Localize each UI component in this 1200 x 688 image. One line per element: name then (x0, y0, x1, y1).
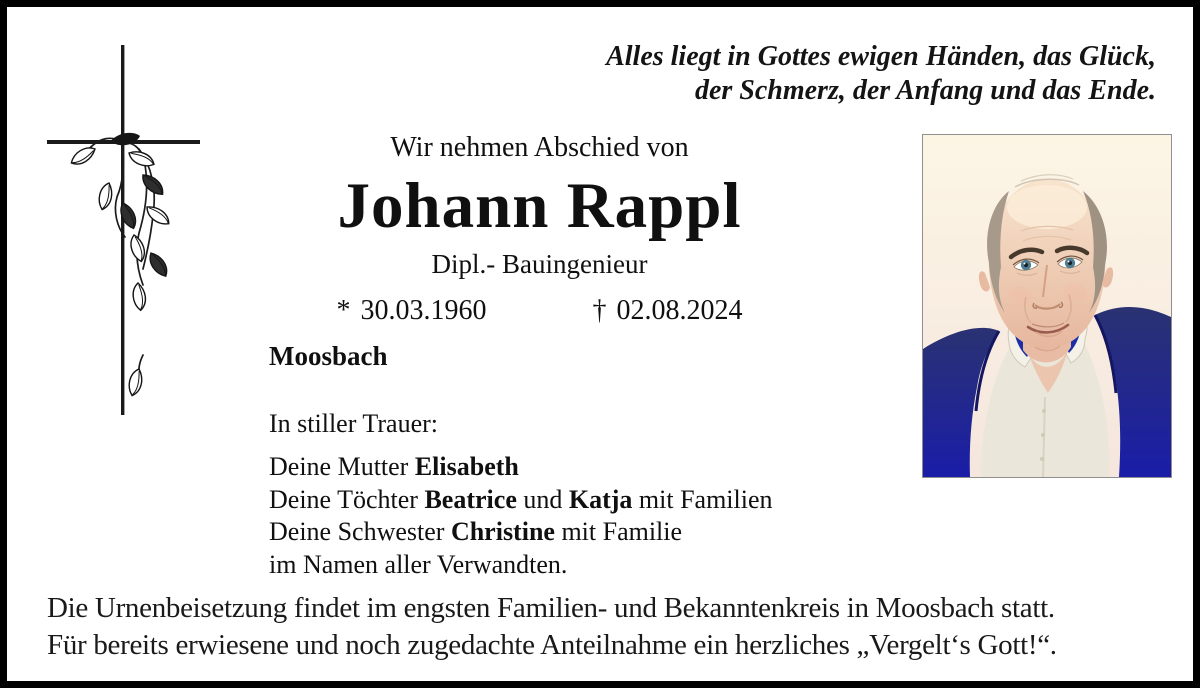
mourner-line: Deine Mutter Elisabeth (269, 452, 519, 481)
birth-date (337, 295, 487, 327)
mourner-line: im Namen aller Verwandten. (269, 549, 568, 579)
death-date (593, 295, 743, 327)
intro-line: Wir nehmen Abschied von (390, 132, 689, 163)
mourning-block (269, 341, 773, 581)
death-cross-icon: † (592, 295, 607, 326)
footer-block (47, 590, 1057, 663)
profession: Dipl.- Bauingenieur (431, 249, 648, 279)
funeral-info: Die Urnenbeisetzung findet im engsten Familien- und Bekanntenkreis in Moosbach statt. (47, 592, 1055, 624)
header-block (247, 131, 832, 327)
mourner-line: Deine Töchter Beatrice und Katja mit Familien (269, 484, 773, 514)
quote-text (606, 40, 1156, 108)
place-name: Moosbach (269, 341, 388, 371)
quote-line-2: der Schmerz, der Anfang und das Ende. (694, 75, 1156, 106)
life-dates (247, 295, 832, 327)
mourners-list (269, 451, 773, 581)
quote-line-1: Alles liegt in Gottes ewigen Händen, das Glück, (606, 41, 1156, 72)
memorial-cross-icon (39, 37, 211, 422)
birth-date-value: 30.03.1960 (360, 295, 487, 326)
birth-star-icon: * (336, 295, 351, 326)
mourning-header: In stiller Trauer: (269, 409, 438, 438)
portrait-photo (922, 134, 1172, 478)
death-date-value: 02.08.2024 (616, 295, 743, 326)
deceased-name: Johann Rappl (337, 170, 742, 242)
mourner-line: Deine Schwester Christine mit Familie (269, 517, 683, 546)
thanks-note: Für bereits erwiesene und noch zugedachte Anteilnahme ein herzliches „Vergelt‘s Gott!“. (47, 628, 1057, 661)
